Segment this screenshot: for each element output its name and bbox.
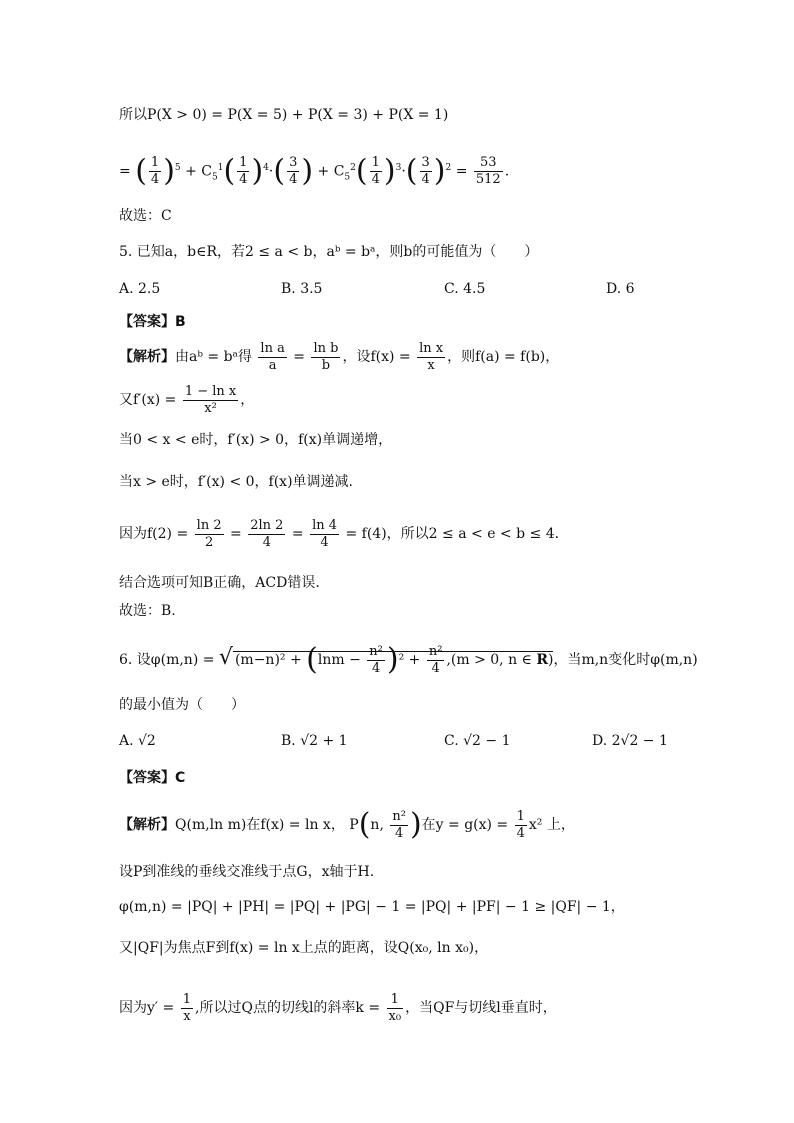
solution-6-line-5: 因为y′ = $\frac{1}{x}$ ,所以过Q点的切线l的斜率k = $\frac{1}{\text{x₀}}$ ，当QF与切线l垂直时， bbox=[119, 991, 557, 1024]
q6-option-a: A. √2 bbox=[119, 733, 156, 749]
sol6-text-end: ，当QF与切线l垂直时， bbox=[405, 1000, 557, 1016]
sol5-derivative-label: 又f′(x) = bbox=[119, 392, 177, 408]
q5-option-b: B. 3.5 bbox=[281, 281, 323, 297]
solution-5-line-7: 故选：B. bbox=[119, 603, 176, 619]
sol6-text-c: x² 上， bbox=[528, 817, 575, 833]
sol5-f2-label: 因为f(2) = bbox=[119, 526, 189, 542]
sol5-text-b: ，设f(x) = bbox=[342, 349, 411, 365]
q6-phi-label: 6. 设φ(m,n) = bbox=[119, 652, 215, 668]
q6-option-d: D. 2√2 − 1 bbox=[592, 733, 668, 749]
choice-c-line: 故选：C bbox=[119, 208, 172, 224]
q5-option-a: A. 2.5 bbox=[119, 281, 161, 297]
q5-option-d: D. 6 bbox=[606, 281, 635, 297]
result-numerator: 53 bbox=[474, 155, 503, 172]
solution-6-line-2: 设P到准线的垂线交准线于点G，x轴于H. bbox=[119, 864, 375, 880]
sol6-slope-label: ,所以过Q点的切线l的斜率k = bbox=[195, 1000, 381, 1016]
equals-sign: = bbox=[119, 163, 131, 180]
q6-option-c: C. √2 − 1 bbox=[444, 733, 511, 749]
answer-5: 【答案】B bbox=[119, 314, 186, 330]
solution-5-line-4: 当x > e时，f′(x) < 0，f(x)单调递减. bbox=[119, 474, 353, 490]
solution-5-line-6: 结合选项可知B正确，ACD错误. bbox=[119, 575, 320, 591]
sol6-derivative-label: 因为y′ = bbox=[119, 1000, 175, 1016]
sol5-text-a: 由aᵇ = bᵃ得 bbox=[175, 349, 252, 365]
solution-6-line-1: 【解析】Q(m,ln m)在f(x) = ln x， P(n, $\frac{\text{n²}}{4}$ )在y = g(x) = $\frac{1}{4}$ x² 上， bbox=[119, 807, 575, 842]
line-prob-sum: 所以P(X > 0) = P(X = 5) + P(X = 3) + P(X = 1) bbox=[119, 107, 449, 123]
question-6-line-2: 的最小值为（ ） bbox=[119, 697, 245, 713]
q6-option-b: B. √2 + 1 bbox=[281, 733, 348, 749]
solution-6-line-3: φ(m,n) = |PQ| + |PH| = |PQ| + |PG| − 1 = |PQ| + |PF| − 1 ≥ |QF| − 1， bbox=[119, 899, 625, 915]
answer-6: 【答案】C bbox=[119, 770, 186, 786]
sol5-conclusion: = f(4)，所以2 ≤ a < e < b ≤ 4． bbox=[345, 526, 569, 542]
solution-5-line-3: 当0 < x < e时，f′(x) > 0，f(x)单调递增， bbox=[119, 432, 393, 448]
solution-6-line-4: 又|QF|为焦点F到f(x) = ln x上点的距离，设Q(x₀, ln x₀)， bbox=[119, 940, 489, 956]
question-5: 5. 已知a，b∈R，若2 ≤ a < b，aᵇ = bᵃ，则b的可能值为（ ） bbox=[119, 244, 539, 260]
q5-option-c: C. 4.5 bbox=[444, 281, 486, 297]
sol6-text-b: 在y = g(x) = bbox=[421, 817, 509, 833]
line-binomial: = ( $\frac{1}{4}$ )$^5 + C_5^1$( $\frac{1}{4}$ )$^4$·( $\frac{3}{4}$ ) + $C_5^2$( $\frac{1}{4}$ )$^3$·( $\frac{3}{4}$ )$^2$ = $\frac{53}{512}$ . bbox=[119, 153, 510, 189]
solution-5-line-1: 【解析】由aᵇ = bᵃ得 $\frac{\text{ln a}}{a}$ = $\frac{\text{ln b}}{b}$ ，设f(x) = $\frac{\text{ln x}}{x}$ ，则f(a) = f(b)， bbox=[119, 340, 560, 373]
question-6-line-1: 6. 设φ(m,n) = √ (m−n)² + (lnm − $\frac{\text{n²}}{4}$ )² + $\frac{\text{n²}}{4}$ ,(m > 0, n ∈ R)，当m,n变化时φ(m,n) bbox=[119, 642, 698, 677]
sol6-text-a: Q(m,ln m)在f(x) = ln x， bbox=[175, 817, 345, 833]
analysis-tag: 【解析】 bbox=[119, 349, 175, 365]
analysis-tag: 【解析】 bbox=[119, 817, 175, 833]
sol5-text-c: ，则f(a) = f(b)， bbox=[447, 349, 560, 365]
solution-5-line-5: 因为f(2) = $\frac{\ln 2}{2}$ = $\frac{2\ln 2}{4}$ = $\frac{\ln 4}{4}$ = f(4)，所以2 ≤ a < e < b ≤ 4． bbox=[119, 517, 569, 550]
solution-5-line-2: 又f′(x) = $\frac{\text{1 − ln x}}{\text{x²}}$ ， bbox=[119, 383, 255, 416]
q6-text-b: ，当m,n变化时φ(m,n) bbox=[553, 652, 698, 668]
result-fraction bbox=[474, 155, 503, 188]
result-denominator: 512 bbox=[475, 172, 501, 188]
